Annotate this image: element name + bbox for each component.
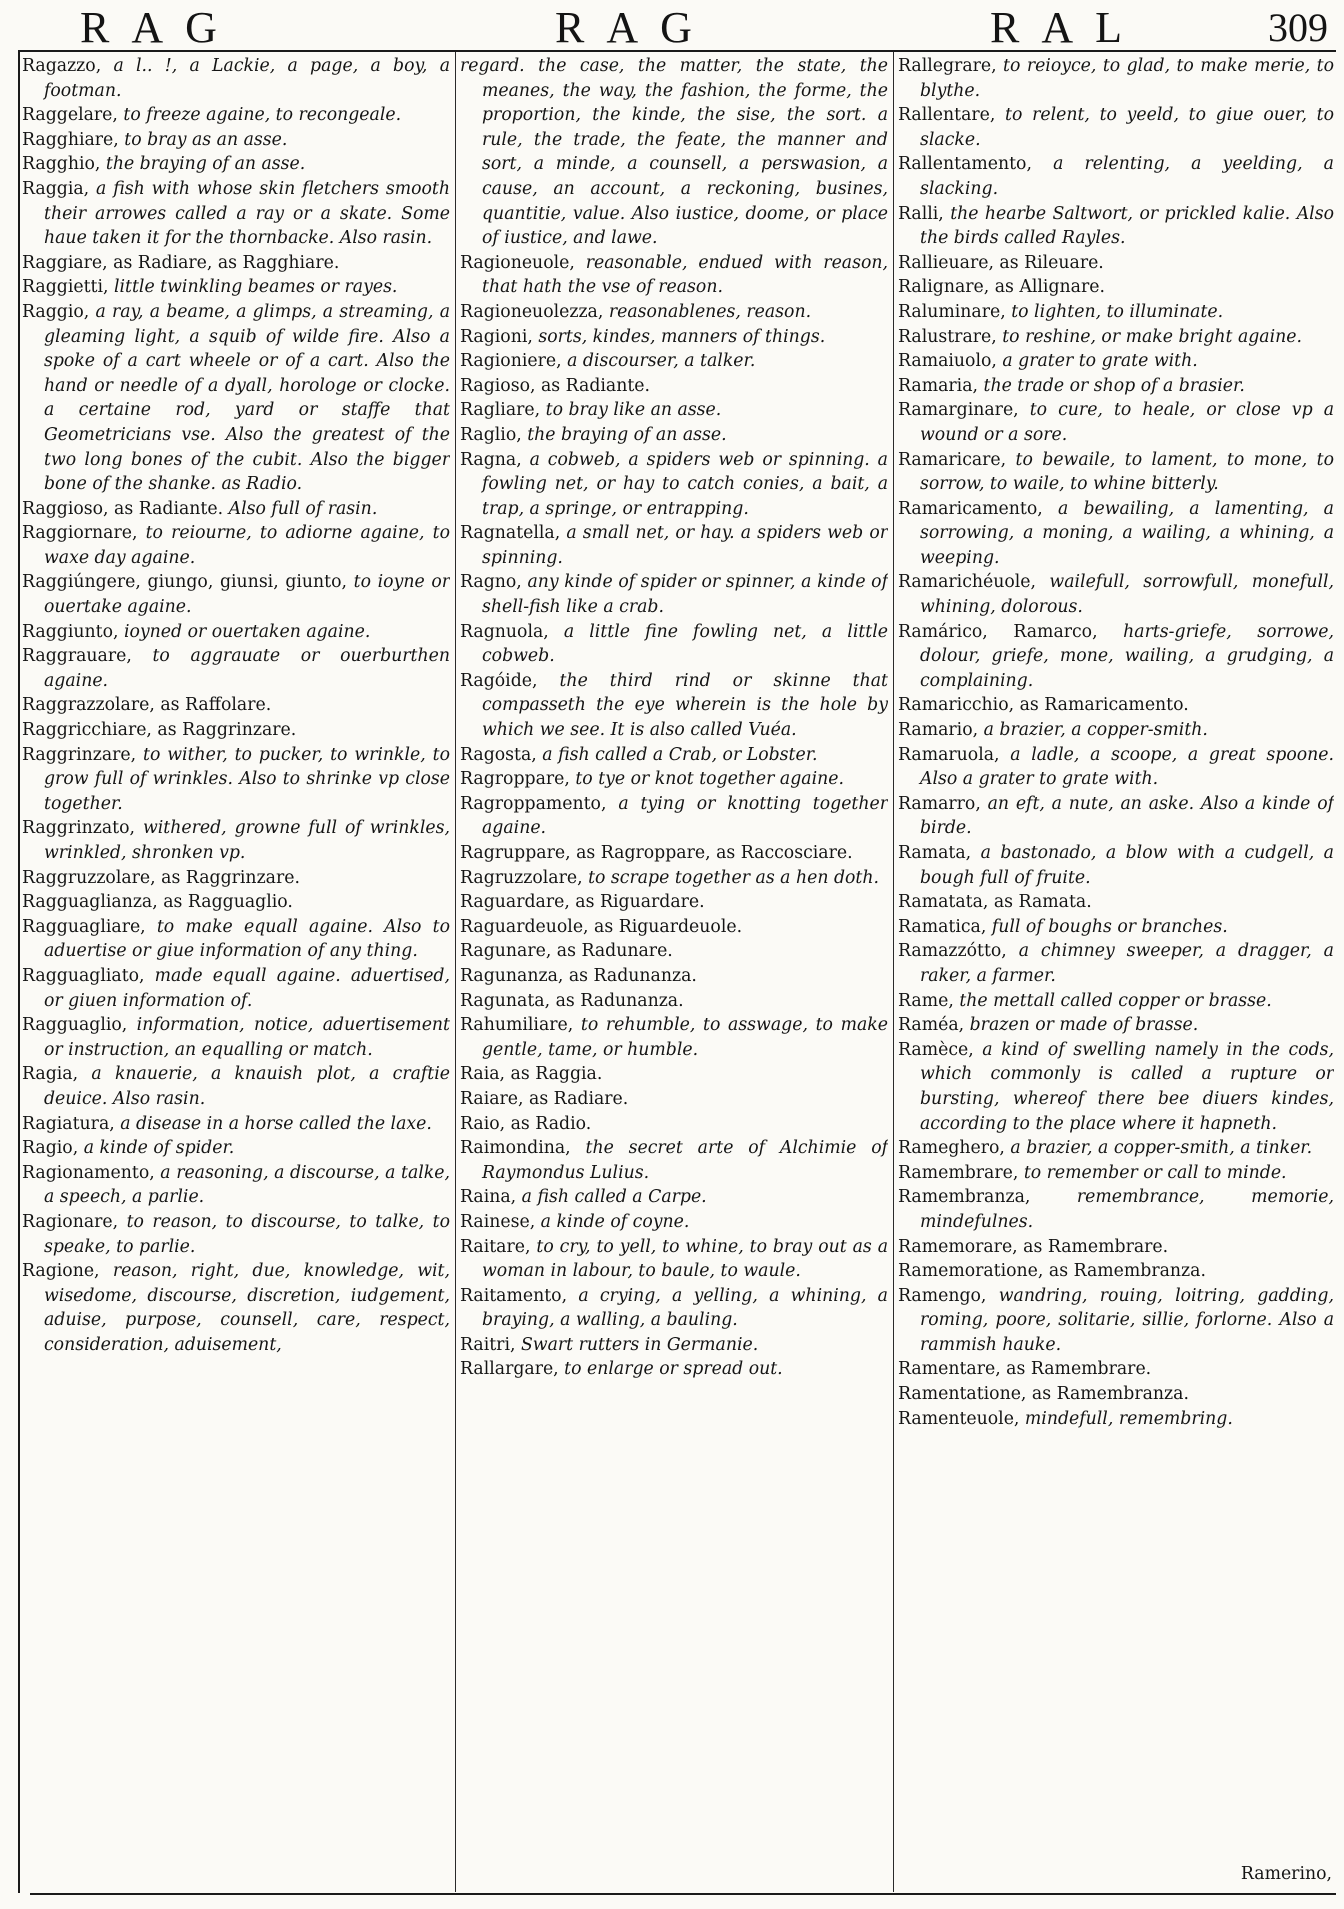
entry-headword: Raggiúngere, giungo, giunsi, giunto, <box>22 572 348 593</box>
entry-headword: Rallentamento, <box>898 154 1032 175</box>
dictionary-entry <box>898 792 1334 841</box>
dictionary-entry <box>898 1038 1334 1136</box>
entry-definition: to aggrauate or ouerburthen againe. <box>44 646 450 691</box>
entry-definition: full of boughs or branches. <box>986 916 1228 937</box>
entry-definition: to ioyne or ouertake againe. <box>44 572 450 618</box>
entry-headword: Raina, <box>460 1187 517 1208</box>
entry-definition: the third rind or skinne that compasseth the eye wherein is the hole by which we see. It is also called Vuéa. <box>482 670 888 741</box>
entry-headword: Rameghero, <box>898 1138 1005 1159</box>
entry-headword: Raimondina, <box>460 1138 571 1159</box>
entry-headword: Ramenteuole, <box>898 1408 1020 1429</box>
dictionary-entry <box>460 1333 888 1358</box>
entry-headword: Raitamento, <box>460 1285 568 1306</box>
dictionary-entry <box>22 1161 450 1210</box>
entry-definition: a fish called a Crab, or Lobster. <box>536 744 818 765</box>
entry-headword: Raggietti, <box>22 277 109 298</box>
entry-headword: Ramatata, as Ramata. <box>898 892 1092 913</box>
dictionary-entry <box>22 890 450 915</box>
entry-definition: reasonablenes, reason. <box>603 301 812 322</box>
dictionary-entry <box>460 1210 888 1235</box>
entry-headword: Raggiunto, <box>22 621 119 642</box>
dictionary-entry <box>460 1136 888 1185</box>
entry-definition: a brazier, a copper-smith. <box>978 720 1208 741</box>
dictionary-entry <box>22 103 450 128</box>
entry-headword: Ragosta, <box>460 744 537 765</box>
dictionary-entry <box>460 1062 888 1087</box>
entry-definition: the braying of an asse. <box>100 154 306 175</box>
dictionary-entry <box>898 349 1334 374</box>
dictionary-entry <box>22 152 450 177</box>
entry-definition: mindefull, remembring. <box>1019 1408 1233 1429</box>
entry-headword: Raguardeuole, as Riguardeuole. <box>460 916 743 937</box>
entry-headword: Ramarichéuole, <box>898 572 1037 593</box>
dictionary-entry <box>460 767 888 792</box>
dictionary-entry <box>22 743 450 817</box>
entry-definition: to reason, to discourse, to talke, to speake, to parlie. <box>44 1211 450 1257</box>
entry-headword: Raggia, <box>22 178 90 199</box>
dictionary-entry <box>898 1382 1334 1407</box>
dictionary-entry <box>898 398 1334 447</box>
entry-headword: Ramatica, <box>898 916 987 937</box>
dictionary-entry <box>22 1112 450 1137</box>
dictionary-entry <box>898 1185 1334 1234</box>
entry-headword: Ramaiuolo, <box>898 351 997 372</box>
dictionary-entry <box>898 989 1334 1014</box>
dictionary-entry <box>460 54 888 251</box>
dictionary-entry <box>898 202 1334 251</box>
entry-definition: a discourser, a talker. <box>561 351 756 372</box>
entry-headword: Ramarginare, <box>898 400 1019 421</box>
entry-definition: to scrape together as a hen doth. <box>582 867 879 888</box>
entry-headword: Ragghiare, <box>22 129 119 150</box>
dictionary-entry <box>460 890 888 915</box>
entry-definition: wandring, rouing, loitring, gadding, roming, poore, solitarie, sillie, forlorne. Also a rammish hauke. <box>920 1285 1334 1355</box>
dictionary-entry <box>460 964 888 989</box>
dictionary-entry <box>898 1013 1334 1038</box>
entry-definition: a reasoning, a discourse, a talke, a speech, a parlie. <box>44 1162 450 1208</box>
entry-headword: Ramarro, <box>898 793 981 814</box>
entry-definition: Swart rutters in Germanie. <box>515 1334 759 1355</box>
dictionary-entry <box>22 570 450 619</box>
entry-headword: Raggrinzato, <box>22 818 136 839</box>
dictionary-entry <box>460 792 888 841</box>
dictionary-entry <box>22 644 450 693</box>
entry-definition: to wither, to pucker, to wrinkle, to grow full of wrinkles. Also to shrinke vp close together. <box>44 744 450 814</box>
entry-headword: Ramaria, <box>898 375 978 396</box>
dictionary-entry <box>898 1357 1334 1382</box>
entry-definition: a fish with whose skin fletchers smooth their arrowes called a ray or a skate. Some haue taken it for the thornbacke. Also rasin. <box>44 178 450 249</box>
entry-headword: Ragioso, as Radiante. <box>460 375 651 396</box>
dictionary-entry <box>460 325 888 350</box>
entry-headword: Raggiare, as Radiare, as Ragghiare. <box>22 252 340 273</box>
entry-headword: Raggio, <box>22 301 90 322</box>
entry-definition: to make equall againe. Also to aduertise or giue information of any thing. <box>44 916 450 962</box>
entry-headword: Raméa, <box>898 1015 965 1036</box>
dictionary-entry <box>22 866 450 891</box>
dictionary-entry <box>460 1185 888 1210</box>
dictionary-entry <box>898 275 1334 300</box>
entry-headword: Ragruppare, as Ragroppare, as Raccosciare. <box>460 843 853 863</box>
entry-definition: to reiourne, to adiorne againe, to waxe day againe. <box>44 523 450 568</box>
bottom-rule <box>30 1893 1336 1895</box>
dictionary-entry <box>460 374 888 399</box>
dictionary-entry <box>460 251 888 300</box>
entry-headword: Ramengo, <box>898 1285 987 1306</box>
dictionary-entry <box>460 743 888 768</box>
dictionary-entry <box>460 398 888 423</box>
dictionary-entry <box>460 1357 888 1382</box>
entry-headword: Ragroppamento, <box>460 793 607 814</box>
entry-headword: Ramemoratione, as Ramembranza. <box>898 1261 1206 1282</box>
dictionary-entry <box>22 693 450 718</box>
entry-definition: a disease in a horse called the laxe. <box>114 1113 432 1134</box>
entry-definition: to cure, to heale, or close vp a wound or a sore. <box>920 400 1334 445</box>
entry-headword: Ramazzótto, <box>898 941 1007 962</box>
dictionary-entry <box>898 103 1334 152</box>
entry-definition: a bewailing, a lamenting, a sorrowing, a moning, a wailing, a whining, a weeping. <box>920 498 1334 568</box>
entry-headword: Ramèce, <box>898 1039 974 1060</box>
dictionary-entry <box>460 300 888 325</box>
entry-headword: Rainese, <box>460 1211 536 1232</box>
entry-headword: Ramentatione, as Ramembranza. <box>898 1384 1189 1405</box>
entry-definition: a cobweb, a spiders web or spinning. a fowling net, or hay to catch conies, a bait, a trap, a springe, or entrapping. <box>482 449 888 519</box>
entry-definition: to rehumble, to asswage, to make gentle, tame, or humble. <box>482 1015 888 1060</box>
entry-headword: Ragghio, <box>22 154 101 175</box>
entry-definition: Also full of rasin. <box>223 498 378 519</box>
entry-definition: brazen or made of brasse. <box>964 1015 1199 1036</box>
dictionary-entry <box>22 521 450 570</box>
entry-definition: little twinkling beames or rayes. <box>108 277 398 298</box>
entry-headword: Raggruzzolare, as Raggrinzare. <box>22 867 300 888</box>
entry-headword: Raguardare, as Riguardare. <box>460 892 705 913</box>
entry-headword: Ragguaglio, <box>22 1015 128 1036</box>
column-3 <box>898 54 1334 1892</box>
entry-headword: Rallieuare, as Rileuare. <box>898 252 1104 273</box>
column-2 <box>460 54 888 1892</box>
dictionary-entry <box>460 1235 888 1284</box>
entry-definition: reasonable, endued with reason, that hath the vse of reason. <box>482 252 888 298</box>
entry-headword: Ragna, <box>460 449 522 470</box>
entry-definition: a crying, a yelling, a whining, a braying, a walling, a bauling. <box>482 1285 888 1331</box>
header-right-guideword: RAL <box>990 3 1144 52</box>
dictionary-entry <box>460 1284 888 1333</box>
dictionary-entry <box>460 915 888 940</box>
entry-headword: Raggrauare, <box>22 646 132 667</box>
entry-definition: a little fine fowling net, a little cobweb. <box>482 621 888 667</box>
entry-headword: Ragruzzolare, <box>460 867 583 888</box>
dictionary-entry <box>898 1259 1334 1284</box>
entry-headword: Ralignare, as Allignare. <box>898 277 1105 298</box>
entry-headword: Ragguaglianza, as Ragguaglio. <box>22 892 293 913</box>
entry-headword: Ramentare, as Ramembrare. <box>898 1359 1152 1380</box>
dictionary-entry <box>898 841 1334 890</box>
dictionary-entry <box>898 374 1334 399</box>
dictionary-entry <box>898 1161 1334 1186</box>
entry-definition: regard. the case, the matter, the state, the meanes, the way, the fashion, the forme, the proportion, the kinde, the sise, the sort. a rule, the trade, the feate, the manner and sort, a minde, a counsell, a perswasion, a cause, an account, a reckoning, busines, quantitie, value. Also iustice, doome, or place of iustice, and lawe. <box>460 56 888 249</box>
entry-definition: reason, right, due, knowledge, wit, wisedome, discourse, discretion, iudgement, aduise, purpose, counsell, care, respect, consideration, aduisement, <box>44 1261 450 1355</box>
entry-headword: Ramárico, Ramarco, <box>898 621 1098 642</box>
entry-headword: Ragroppare, <box>460 769 570 790</box>
dictionary-entry <box>898 620 1334 694</box>
entry-definition: to bray as an asse. <box>118 129 288 150</box>
entry-definition: the trade or shop of a brasier. <box>978 375 1245 396</box>
dictionary-entry <box>898 1136 1334 1161</box>
dictionary-entry <box>460 349 888 374</box>
dictionary-entry <box>460 1013 888 1062</box>
dictionary-entry <box>898 251 1334 276</box>
entry-definition: ioyned or ouertaken againe. <box>118 621 371 642</box>
entry-definition: an eft, a nute, an aske. Also a kinde of birde. <box>920 793 1334 839</box>
dictionary-entry <box>22 1210 450 1259</box>
entry-headword: Ragno, <box>460 572 522 593</box>
entry-definition: a relenting, a yeelding, a slacking. <box>920 154 1334 199</box>
entry-definition: a small net, or hay. a spiders web or spinning. <box>482 523 888 568</box>
entry-definition: a kinde of spider. <box>78 1138 235 1159</box>
column-1 <box>22 54 450 1892</box>
entry-headword: Ragioneuolezza, <box>460 301 604 322</box>
dictionary-entry <box>898 1407 1334 1432</box>
dictionary-entry <box>898 448 1334 497</box>
dictionary-entry <box>22 1136 450 1161</box>
entry-definition: to cry, to yell, to whine, to bray out as a woman in labour, to baule, to waule. <box>482 1236 888 1282</box>
column-divider-2 <box>893 52 894 1892</box>
dictionary-entry <box>460 423 888 448</box>
dictionary-entry <box>898 890 1334 915</box>
running-header <box>0 0 1344 52</box>
entry-definition: to remember or call to minde. <box>1018 1162 1287 1183</box>
entry-headword: Raitare, <box>460 1236 531 1257</box>
entry-headword: Raggrazzolare, as Raffolare. <box>22 695 272 716</box>
entry-headword: Ragunata, as Radunanza. <box>460 990 684 1011</box>
entry-definition: a l.. !, a Lackie, a page, a boy, a footman. <box>44 56 450 101</box>
entry-definition: to bewaile, to lament, to mone, to sorrow, to waile, to whine bitterly. <box>920 449 1334 495</box>
dictionary-entry <box>22 128 450 153</box>
entry-definition: a kind of swelling namely in the cods, which commonly is called a rupture or bursting, whereof there bee diuers kindes, according to the place where it hapneth. <box>920 1039 1334 1134</box>
entry-definition: the braying of an asse. <box>521 424 727 445</box>
entry-headword: Raggiornare, <box>22 523 138 544</box>
header-middle-guideword: RAG <box>555 3 714 52</box>
catchword: Ramerino, <box>1240 1864 1332 1884</box>
dictionary-entry <box>898 939 1334 988</box>
entry-definition: withered, growne full of wrinkles, wrinkled, shronken vp. <box>44 818 450 863</box>
entry-headword: Ramembrare, <box>898 1162 1019 1183</box>
entry-definition: the mettall called copper or brasse. <box>953 990 1272 1011</box>
dictionary-entry <box>898 152 1334 201</box>
entry-definition: wailefull, sorrowfull, monefull, whining, dolorous. <box>920 572 1334 618</box>
entry-definition: a bastonado, a blow with a cudgell, a bough full of fruite. <box>920 843 1334 888</box>
dictionary-entry <box>460 570 888 619</box>
entry-headword: Ramaricare, <box>898 449 1007 470</box>
dictionary-entry <box>22 816 450 865</box>
dictionary-entry <box>460 620 888 669</box>
dictionary-entry <box>460 1112 888 1137</box>
dictionary-entry <box>460 866 888 891</box>
dictionary-entry <box>898 718 1334 743</box>
entry-headword: Rallargare, <box>460 1359 559 1380</box>
dictionary-entry <box>460 841 888 866</box>
entry-headword: Ramata, <box>898 843 972 863</box>
entry-headword: Ragionamento, <box>22 1162 155 1183</box>
dictionary-entry <box>898 1284 1334 1358</box>
entry-headword: Ramaricamento, <box>898 498 1043 519</box>
entry-headword: Ramaricchio, as Ramaricamento. <box>898 695 1189 716</box>
entry-definition: the hearbe Saltwort, or prickled kalie. Also the birds called Rayles. <box>920 203 1334 249</box>
top-rule <box>18 50 1336 52</box>
entry-headword: Ragioniere, <box>460 351 562 372</box>
entry-definition: a fish called a Carpe. <box>516 1187 707 1208</box>
entry-headword: Raitri, <box>460 1334 516 1355</box>
column-divider-1 <box>455 52 456 1892</box>
dictionary-entry <box>460 1087 888 1112</box>
entry-definition: a ladle, a scoope, a great spoone. Also a grater to grate with. <box>920 744 1334 790</box>
entry-headword: Ramembranza, <box>898 1187 1031 1208</box>
entry-headword: Ragóide, <box>460 670 538 691</box>
entry-headword: Rallentare, <box>898 105 996 126</box>
dictionary-entry <box>22 915 450 964</box>
entry-headword: Ragio, <box>22 1138 79 1159</box>
dictionary-entry <box>22 1013 450 1062</box>
dictionary-entry <box>898 693 1334 718</box>
dictionary-entry <box>460 448 888 522</box>
dictionary-entry <box>22 54 450 103</box>
entry-definition: to enlarge or spread out. <box>558 1359 783 1380</box>
entry-definition: a ray, a beame, a glimps, a streaming, a gleaming light, a squib of wilde fire. Also a spoke of a cart wheele or of a cart. Also the hand or needle of a dyall, horologe or clocke. a certaine rod, yard or staffe that Geometricians vse. Also the greatest of the two long bones of the cubit. Also the bigger bone of the shanke. as Radio. <box>44 301 450 495</box>
entry-definition: to reioyce, to glad, to make merie, to blythe. <box>920 56 1334 101</box>
dictionary-entry <box>898 54 1334 103</box>
left-rule <box>18 50 20 1893</box>
entry-headword: Ragnuola, <box>460 621 549 642</box>
entry-definition: to lighten, to illuminate. <box>1005 301 1224 322</box>
dictionary-entry <box>22 718 450 743</box>
dictionary-entry <box>898 743 1334 792</box>
dictionary-entry <box>898 497 1334 571</box>
dictionary-entry <box>898 915 1334 940</box>
dictionary-entry <box>898 570 1334 619</box>
entry-definition: a kinde of coyne. <box>535 1211 690 1232</box>
entry-headword: Ramario, <box>898 720 979 741</box>
entry-definition: a grater to grate with. <box>996 351 1198 372</box>
entry-headword: Ragguagliato, <box>22 965 145 986</box>
entry-headword: Ragia, <box>22 1064 79 1085</box>
entry-definition: information, notice, aduertisement or instruction, an equalling or match. <box>44 1015 450 1060</box>
entry-headword: Raluminare, <box>898 301 1006 322</box>
page-number: 309 <box>1268 5 1328 50</box>
entry-headword: Ramaruola, <box>898 744 1000 765</box>
entry-headword: Raiare, as Radiare. <box>460 1088 629 1109</box>
dictionary-entry <box>22 497 450 522</box>
entry-headword: Raggioso, as Radiante. <box>22 498 224 519</box>
dictionary-entry <box>22 251 450 276</box>
entry-definition: the secret arte of Alchimie of Raymondus Lulius. <box>482 1138 888 1183</box>
entry-headword: Raggelare, <box>22 105 118 126</box>
dictionary-entry <box>22 177 450 251</box>
dictionary-entry <box>22 964 450 1013</box>
entry-definition: a knauerie, a knauish plot, a craftie deuice. Also rasin. <box>44 1064 450 1109</box>
entry-headword: Ramemorare, as Ramembrare. <box>898 1236 1169 1257</box>
entry-headword: Raglio, <box>460 424 522 445</box>
entry-headword: Rallegrare, <box>898 56 997 76</box>
dictionary-entry <box>898 1235 1334 1260</box>
entry-headword: Ragioneuole, <box>460 252 575 273</box>
entry-definition: a tying or knotting together againe. <box>482 793 888 839</box>
entry-headword: Rahumiliare, <box>460 1015 574 1036</box>
entry-headword: Ragliare, <box>460 400 541 421</box>
entry-headword: Ragione, <box>22 1261 100 1282</box>
entry-definition: to freeze againe, to recongeale. <box>117 105 402 126</box>
dictionary-entry <box>460 989 888 1014</box>
entry-headword: Ragazzo, <box>22 56 102 76</box>
dictionary-entry <box>22 620 450 645</box>
entry-definition: to tye or knot together againe. <box>569 769 844 790</box>
entry-headword: Rame, <box>898 990 954 1011</box>
entry-definition: a brazier, a copper-smith, a tinker. <box>1004 1138 1313 1159</box>
entry-definition: any kinde of spider or spinner, a kinde of shell-fish like a crab. <box>482 572 888 618</box>
entry-definition: a chimney sweeper, a dragger, a raker, a farmer. <box>920 941 1334 986</box>
dictionary-entry <box>22 300 450 497</box>
dictionary-entry <box>460 669 888 743</box>
dictionary-entry <box>22 275 450 300</box>
entry-definition: harts-griefe, sorrowe, dolour, griefe, mone, wailing, a grudging, a complaining. <box>920 621 1334 691</box>
header-left-guideword: RAG <box>80 3 239 52</box>
dictionary-entry <box>22 1062 450 1111</box>
dictionary-entry <box>460 939 888 964</box>
entry-headword: Ralli, <box>898 203 944 224</box>
entry-headword: Ragiatura, <box>22 1113 115 1134</box>
entry-headword: Ragionare, <box>22 1211 119 1232</box>
entry-headword: Ragnatella, <box>460 523 561 544</box>
entry-headword: Raio, as Radio. <box>460 1113 592 1134</box>
dictionary-entry <box>460 521 888 570</box>
dictionary-entry <box>898 325 1334 350</box>
entry-headword: Ragunare, as Radunare. <box>460 941 673 962</box>
entry-definition: to relent, to yeeld, to giue ouer, to slacke. <box>920 105 1334 150</box>
dictionary-entry <box>22 1259 450 1357</box>
entry-headword: Raggrinzare, <box>22 744 137 765</box>
entry-headword: Ralustrare, <box>898 326 997 347</box>
entry-definition: sorts, kindes, manners of things. <box>532 326 826 347</box>
entry-headword: Ragunanza, as Radunanza. <box>460 965 697 986</box>
entry-definition: made equall againe. aduertised, or giuen information of. <box>44 965 450 1011</box>
dictionary-entry <box>898 300 1334 325</box>
entry-headword: Ragioni, <box>460 326 533 347</box>
entry-definition: to reshine, or make bright againe. <box>996 326 1302 347</box>
entry-headword: Raggricchiare, as Raggrinzare. <box>22 720 297 741</box>
entry-definition: remembrance, memorie, mindefulnes. <box>920 1187 1334 1232</box>
entry-headword: Raia, as Raggia. <box>460 1064 603 1085</box>
entry-headword: Ragguagliare, <box>22 916 146 937</box>
entry-definition: to bray like an asse. <box>540 400 722 421</box>
